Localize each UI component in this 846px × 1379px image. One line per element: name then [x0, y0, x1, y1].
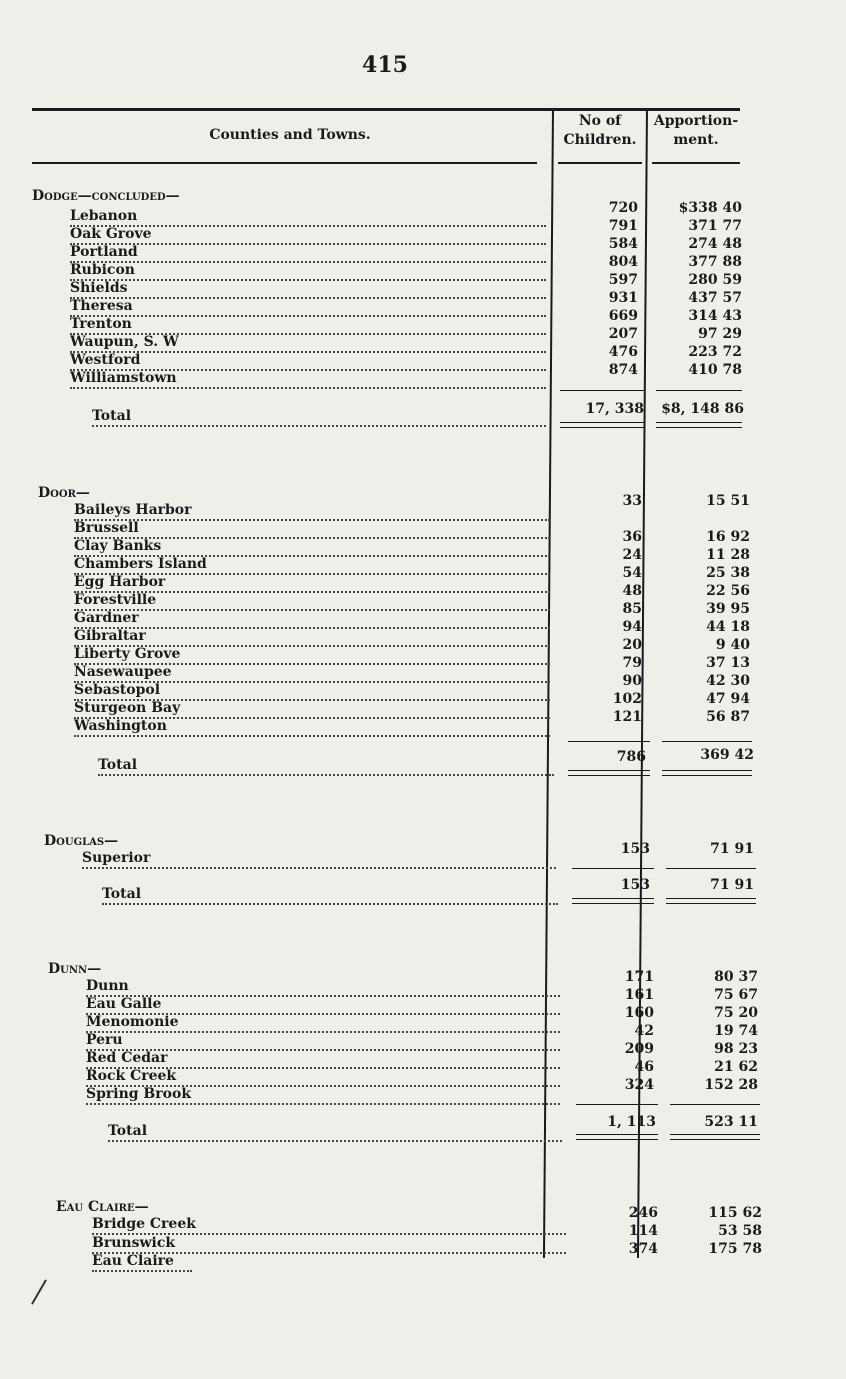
- county-heading: Door—: [38, 485, 90, 501]
- children-count: 20: [622, 637, 642, 653]
- subtotal-rule: [662, 741, 752, 742]
- apportionment-amount: 53 58: [718, 1223, 762, 1239]
- apportionment-amount: 44 18: [706, 619, 750, 635]
- header-counties: Counties and Towns.: [209, 127, 371, 143]
- town-name: Trenton: [70, 315, 546, 335]
- town-name: Nasewaupee: [74, 663, 550, 683]
- town-name: Baileys Harbor: [74, 501, 550, 521]
- town-name: Clay Banks: [74, 537, 550, 557]
- apportionment-amount: 71 91: [710, 841, 754, 857]
- children-count: 324: [624, 1077, 654, 1093]
- town-name: Theresa: [70, 297, 546, 317]
- town-name: Westford: [70, 351, 546, 371]
- total-children: 153: [620, 877, 650, 893]
- total-label: Total: [108, 1122, 562, 1142]
- county-heading: Eau Claire—: [56, 1199, 149, 1215]
- total-double-rule: [572, 898, 654, 904]
- county-heading: Douglas—: [44, 833, 119, 849]
- town-name: Gibraltar: [74, 627, 550, 647]
- total-label: Total: [102, 885, 558, 905]
- apportionment-amount: 75 67: [714, 987, 758, 1003]
- apportionment-amount: 152 28: [704, 1077, 758, 1093]
- apportionment-amount: 75 20: [714, 1005, 758, 1021]
- town-name: Bridge Creek: [92, 1215, 566, 1235]
- apportionment-amount: 9 40: [715, 637, 750, 653]
- children-count: 36: [622, 529, 642, 545]
- children-count: 209: [624, 1041, 654, 1057]
- children-count: 33: [622, 493, 642, 509]
- town-name: Eau Galle: [86, 995, 560, 1015]
- apportionment-amount: 98 23: [714, 1041, 758, 1057]
- subtotal-rule: [560, 390, 644, 391]
- town-name: Eau Claire: [92, 1252, 192, 1272]
- children-count: 114: [628, 1223, 658, 1239]
- children-count: 374: [628, 1241, 658, 1257]
- total-apportionment: $8, 148 86: [661, 401, 744, 417]
- total-double-rule: [656, 422, 742, 428]
- header-apportionment-line1: Apportion-: [653, 113, 739, 129]
- total-label: Total: [98, 756, 554, 776]
- apportionment-amount: 25 38: [706, 565, 750, 581]
- children-count: 85: [622, 601, 642, 617]
- header-apportionment-line2: ment.: [673, 132, 719, 148]
- total-label: Total: [92, 407, 546, 427]
- subtotal-rule: [666, 868, 756, 869]
- town-name: Washington: [74, 717, 550, 737]
- town-name: Egg Harbor: [74, 573, 550, 593]
- subtotal-rule: [572, 868, 654, 869]
- town-name: Dunn: [86, 977, 560, 997]
- apportionment-amount: $338 40: [678, 200, 742, 216]
- town-name: Brussell: [74, 519, 550, 539]
- town-name: Portland: [70, 243, 546, 263]
- subtotal-rule: [656, 390, 742, 391]
- total-apportionment: 369 42: [700, 747, 754, 763]
- apportionment-amount: 175 78: [708, 1241, 762, 1257]
- county-heading: Dunn—: [48, 961, 102, 977]
- apportionment-amount: 280 59: [688, 272, 742, 288]
- header-children-line2: Children.: [563, 132, 637, 148]
- total-apportionment: 71 91: [710, 877, 754, 893]
- county-heading: Dodge—concluded—: [32, 188, 180, 204]
- children-count: 246: [628, 1205, 658, 1221]
- town-name: Shields: [70, 279, 546, 299]
- apportionment-amount: 37 13: [706, 655, 750, 671]
- children-count: 931: [608, 290, 638, 306]
- apportionment-amount: 437 57: [688, 290, 742, 306]
- apportionment-amount: 56 87: [706, 709, 750, 725]
- total-double-rule: [576, 1134, 658, 1140]
- total-double-rule: [560, 422, 644, 428]
- apportionment-amount: 16 92: [706, 529, 750, 545]
- total-double-rule: [670, 1134, 760, 1140]
- apportionment-amount: 371 77: [688, 218, 742, 234]
- town-name: Peru: [86, 1031, 560, 1051]
- apportionment-amount: 314 43: [688, 308, 742, 324]
- children-count: 597: [608, 272, 638, 288]
- apportionment-amount: 97 29: [698, 326, 742, 342]
- children-count: 42: [634, 1023, 654, 1039]
- children-count: 90: [622, 673, 642, 689]
- subtotal-rule: [568, 741, 650, 742]
- town-name: Chambers Island: [74, 555, 550, 575]
- town-name: Waupun, S. W: [70, 333, 546, 353]
- total-children: 17, 338: [585, 401, 644, 417]
- town-name: Rubicon: [70, 261, 546, 281]
- apportionment-amount: 21 62: [714, 1059, 758, 1075]
- apportionment-amount: 15 51: [706, 493, 750, 509]
- header-underline-apportionment: [652, 162, 740, 164]
- apportionment-amount: 274 48: [688, 236, 742, 252]
- children-count: 46: [634, 1059, 654, 1075]
- apportionment-amount: 22 56: [706, 583, 750, 599]
- children-count: 54: [622, 565, 642, 581]
- header-underline-children: [558, 162, 642, 164]
- town-name: Lebanon: [70, 207, 546, 227]
- header-underline-counties: [32, 162, 537, 164]
- town-name: Spring Brook: [86, 1085, 560, 1105]
- children-count: 79: [622, 655, 642, 671]
- town-name: Forestville: [74, 591, 550, 611]
- children-count: 874: [608, 362, 638, 378]
- header-children-line1: No of: [578, 113, 622, 129]
- apportionment-amount: 11 28: [706, 547, 750, 563]
- children-count: 669: [608, 308, 638, 324]
- total-children: 1, 113: [607, 1114, 656, 1130]
- apportionment-amount: 80 37: [714, 969, 758, 985]
- town-name: Liberty Grove: [74, 645, 550, 665]
- town-name: Oak Grove: [70, 225, 546, 245]
- children-count: 791: [608, 218, 638, 234]
- town-name: Sturgeon Bay: [74, 699, 550, 719]
- total-double-rule: [666, 898, 756, 904]
- children-count: 24: [622, 547, 642, 563]
- children-count: 48: [622, 583, 642, 599]
- apportionment-amount: 39 95: [706, 601, 750, 617]
- children-count: 476: [608, 344, 638, 360]
- children-count: 720: [608, 200, 638, 216]
- children-count: 584: [608, 236, 638, 252]
- town-name: Menomonie: [86, 1013, 560, 1033]
- page-number: 415: [362, 52, 408, 78]
- apportionment-amount: 115 62: [708, 1205, 762, 1221]
- town-name: Sebastopol: [74, 681, 550, 701]
- total-double-rule: [662, 770, 752, 776]
- children-count: 121: [612, 709, 642, 725]
- children-count: 102: [612, 691, 642, 707]
- town-name: Brunswick: [92, 1234, 566, 1254]
- subtotal-rule: [670, 1104, 760, 1105]
- apportionment-amount: 223 72: [688, 344, 742, 360]
- children-count: 94: [622, 619, 642, 635]
- town-name: Red Cedar: [86, 1049, 560, 1069]
- total-apportionment: 523 11: [704, 1114, 758, 1130]
- apportionment-amount: 19 74: [714, 1023, 758, 1039]
- town-name: Superior: [82, 849, 556, 869]
- apportionment-amount: 410 78: [688, 362, 742, 378]
- pencil-mark: [31, 1279, 47, 1304]
- children-count: 160: [624, 1005, 654, 1021]
- total-double-rule: [568, 770, 650, 776]
- children-count: 161: [624, 987, 654, 1003]
- apportionment-amount: 42 30: [706, 673, 750, 689]
- apportionment-amount: 377 88: [688, 254, 742, 270]
- children-count: 171: [624, 969, 654, 985]
- children-count: 804: [608, 254, 638, 270]
- town-name: Rock Creek: [86, 1067, 560, 1087]
- subtotal-rule: [576, 1104, 658, 1105]
- town-name: Williamstown: [70, 369, 546, 389]
- total-children: 786: [616, 749, 646, 765]
- top-rule: [32, 108, 740, 111]
- children-count: 207: [608, 326, 638, 342]
- apportionment-amount: 47 94: [706, 691, 750, 707]
- children-count: 153: [620, 841, 650, 857]
- town-name: Gardner: [74, 609, 550, 629]
